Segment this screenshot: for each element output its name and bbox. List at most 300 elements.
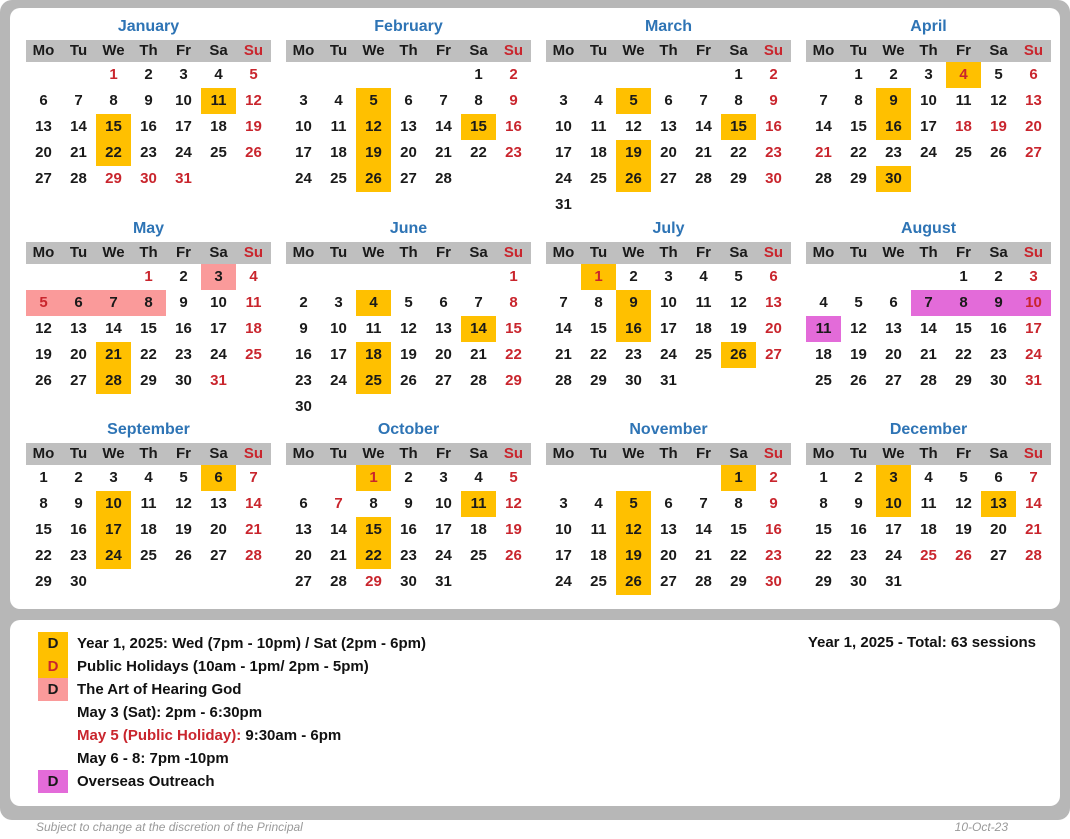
day-cell-empty (61, 62, 96, 88)
day-cell: 18 (955, 118, 972, 135)
weekday-header: Mo (32, 244, 55, 261)
calendar-panel (10, 8, 1060, 609)
weekday-header: We (882, 445, 905, 462)
day-cell: 23 (400, 547, 417, 564)
day-cell: 27 (35, 170, 52, 187)
day-cell: 29 (730, 170, 747, 187)
day-cell: 19 (35, 346, 52, 363)
day-cell: 22 (730, 547, 747, 564)
day-cell: 13 (435, 320, 452, 337)
day-cell: 13 (660, 118, 677, 135)
day-cell: 19 (616, 543, 651, 569)
day-cell: 14 (105, 320, 122, 337)
day-cell-empty (356, 62, 391, 88)
day-cell: 14 (70, 118, 87, 135)
days-grid (806, 264, 1051, 394)
day-cell: 28 (245, 547, 262, 564)
day-cell: 29 (365, 573, 382, 590)
day-cell: 8 (109, 92, 118, 109)
day-cell: 13 (660, 521, 677, 538)
day-cell: 24 (330, 372, 347, 389)
weekday-header: Th (399, 445, 418, 462)
day-cell: 10 (435, 495, 452, 512)
day-cell: 18 (470, 521, 487, 538)
day-cell: 8 (131, 290, 166, 316)
legend-swatch-empty (38, 747, 68, 770)
day-cell: 21 (96, 342, 131, 368)
day-cell: 10 (920, 92, 937, 109)
day-cell: 12 (625, 118, 642, 135)
day-cell: 20 (765, 320, 782, 337)
weekday-header: Su (503, 42, 524, 59)
day-cell: 20 (35, 144, 52, 161)
day-cell: 14 (695, 118, 712, 135)
day-cell: 26 (356, 166, 391, 192)
day-cell: 22 (730, 144, 747, 161)
day-cell: 17 (555, 547, 572, 564)
legend-label: Year 1, 2025: Wed (7pm - 10pm) / Sat (2pm - 6pm) (77, 635, 426, 652)
day-cell: 12 (245, 92, 262, 109)
day-cell: 18 (590, 144, 607, 161)
day-cell-empty (546, 62, 581, 88)
day-cell: 28 (1025, 547, 1042, 564)
day-cell: 17 (885, 521, 902, 538)
day-cell: 19 (505, 521, 522, 538)
day-cell: 25 (330, 170, 347, 187)
legend-swatch-empty (38, 724, 68, 747)
weekday-header: Mo (292, 445, 315, 462)
weekday-header: Su (503, 445, 524, 462)
day-cell: 18 (330, 144, 347, 161)
month-title: May (132, 220, 165, 237)
day-cell: 25 (470, 547, 487, 564)
day-cell: 16 (765, 118, 782, 135)
day-cell: 16 (765, 521, 782, 538)
day-cell: 25 (140, 547, 157, 564)
day-cell: 7 (699, 92, 708, 109)
day-cell: 8 (39, 495, 48, 512)
day-cell-empty (286, 465, 321, 491)
day-cell-empty (391, 62, 426, 88)
day-cell: 23 (505, 144, 522, 161)
day-cell: 2 (404, 469, 413, 486)
day-cell: 1 (474, 66, 483, 83)
days-grid (286, 465, 531, 595)
day-cell: 24 (1025, 346, 1042, 363)
day-cell: 29 (955, 372, 972, 389)
day-cell: 12 (730, 294, 747, 311)
legend-label: Overseas Outreach (77, 773, 215, 790)
day-cell: 5 (616, 88, 651, 114)
weekday-header: Fr (176, 42, 191, 59)
weekday-header: Fr (176, 445, 191, 462)
day-cell: 19 (175, 521, 192, 538)
day-cell: 2 (889, 66, 898, 83)
day-cell: 19 (850, 346, 867, 363)
day-cell: 11 (245, 294, 262, 311)
month-title: December (889, 421, 968, 438)
weekday-header: Th (659, 244, 678, 261)
day-cell: 7 (474, 294, 483, 311)
weekday-header-band (286, 242, 531, 264)
day-cell-empty (581, 62, 616, 88)
days-grid (26, 62, 271, 192)
weekday-header-band (26, 443, 271, 465)
day-cell: 18 (140, 521, 157, 538)
weekday-header-band (806, 443, 1051, 465)
day-cell: 21 (815, 144, 832, 161)
day-cell: 21 (555, 346, 572, 363)
day-cell: 10 (660, 294, 677, 311)
day-cell: 7 (74, 92, 83, 109)
weekday-header: Mo (812, 445, 835, 462)
weekday-header: Fr (956, 244, 971, 261)
weekday-header: We (882, 244, 905, 261)
legend-row-may6-8 (38, 747, 426, 770)
legend-label: May 3 (Sat): 2pm - 6:30pm (77, 704, 263, 721)
day-cell: 31 (175, 170, 192, 187)
day-cell: 11 (461, 491, 496, 517)
day-cell: 8 (734, 92, 743, 109)
month-february (286, 14, 531, 216)
day-cell: 27 (765, 346, 782, 363)
day-cell: 26 (505, 547, 522, 564)
month-title: August (900, 220, 957, 237)
day-cell: 28 (920, 372, 937, 389)
weekday-header: Mo (292, 42, 315, 59)
day-cell: 4 (946, 62, 981, 88)
day-cell: 26 (35, 372, 52, 389)
day-cell: 30 (140, 170, 157, 187)
day-cell: 9 (509, 92, 518, 109)
weekday-header-band (26, 40, 271, 62)
day-cell: 14 (555, 320, 572, 337)
weekday-header: Su (1023, 445, 1044, 462)
day-cell: 24 (435, 547, 452, 564)
day-cell: 14 (245, 495, 262, 512)
weekday-header-band (546, 242, 791, 264)
weekday-header: Fr (176, 244, 191, 261)
weekday-header: Th (399, 42, 418, 59)
day-cell: 17 (210, 320, 227, 337)
day-cell: 16 (295, 346, 312, 363)
day-cell: 24 (210, 346, 227, 363)
day-cell-empty (26, 62, 61, 88)
weekday-header-band (26, 242, 271, 264)
day-cell-empty (546, 465, 581, 491)
day-cell: 6 (201, 465, 236, 491)
month-title: March (644, 18, 693, 35)
day-cell: 19 (955, 521, 972, 538)
day-cell: 8 (854, 92, 863, 109)
weekday-header-band (546, 443, 791, 465)
day-cell: 22 (470, 144, 487, 161)
day-cell: 1 (39, 469, 48, 486)
day-cell: 11 (920, 495, 937, 512)
day-cell: 17 (660, 320, 677, 337)
day-cell-empty (806, 62, 841, 88)
day-cell: 5 (734, 268, 743, 285)
day-cell: 30 (765, 170, 782, 187)
day-cell: 22 (850, 144, 867, 161)
day-cell: 13 (1025, 92, 1042, 109)
day-cell: 24 (920, 144, 937, 161)
day-cell: 14 (330, 521, 347, 538)
day-cell: 4 (819, 294, 828, 311)
day-cell-empty (651, 62, 686, 88)
days-grid (286, 62, 531, 192)
day-cell-empty (286, 264, 321, 290)
day-cell: 1 (734, 66, 743, 83)
weekday-header: Su (763, 42, 784, 59)
day-cell-empty (546, 264, 581, 290)
day-cell: 11 (330, 118, 347, 135)
day-cell: 24 (555, 573, 572, 590)
day-cell: 18 (815, 346, 832, 363)
day-cell: 28 (695, 573, 712, 590)
weekday-header: Th (659, 42, 678, 59)
day-cell-empty (911, 264, 946, 290)
day-cell: 20 (70, 346, 87, 363)
day-cell: 24 (885, 547, 902, 564)
month-january (26, 14, 271, 216)
day-cell: 27 (295, 573, 312, 590)
day-cell: 20 (660, 144, 677, 161)
day-cell: 26 (850, 372, 867, 389)
day-cell-empty (61, 264, 96, 290)
day-cell: 16 (400, 521, 417, 538)
day-cell: 7 (96, 290, 131, 316)
weekday-header: Sa (209, 244, 228, 261)
day-cell: 12 (35, 320, 52, 337)
day-cell: 3 (334, 294, 343, 311)
weekday-header: Sa (209, 445, 228, 462)
day-cell: 15 (721, 114, 756, 140)
legend-panel (10, 620, 1060, 806)
month-july (546, 216, 791, 417)
footer-disclaimer: Subject to change at the discretion of the Principal (36, 820, 303, 834)
day-cell: 10 (175, 92, 192, 109)
day-cell: 28 (555, 372, 572, 389)
day-cell: 29 (590, 372, 607, 389)
weekday-header: Sa (469, 244, 488, 261)
weekday-header: Tu (69, 244, 88, 261)
day-cell: 26 (400, 372, 417, 389)
day-cell: 18 (210, 118, 227, 135)
day-cell: 8 (594, 294, 603, 311)
day-cell-empty (806, 264, 841, 290)
day-cell: 9 (144, 92, 153, 109)
day-cell: 26 (175, 547, 192, 564)
day-cell: 13 (981, 491, 1016, 517)
day-cell: 15 (96, 114, 131, 140)
day-cell: 15 (140, 320, 157, 337)
day-cell: 25 (590, 573, 607, 590)
day-cell: 29 (105, 170, 122, 187)
weekday-header: Tu (329, 244, 348, 261)
day-cell: 22 (815, 547, 832, 564)
days-grid (286, 264, 531, 420)
weekday-header: Mo (812, 42, 835, 59)
legend-label-red-part: May 5 (Public Holiday): (77, 727, 242, 744)
days-grid (546, 264, 791, 394)
day-cell: 4 (334, 92, 343, 109)
day-cell: 1 (356, 465, 391, 491)
day-cell: 11 (365, 320, 382, 337)
day-cell: 1 (959, 268, 968, 285)
legend-swatch-pink: D (38, 678, 68, 701)
day-cell: 7 (1029, 469, 1038, 486)
day-cell: 6 (39, 92, 48, 109)
day-cell: 12 (505, 495, 522, 512)
day-cell: 20 (435, 346, 452, 363)
day-cell: 16 (140, 118, 157, 135)
day-cell: 8 (509, 294, 518, 311)
day-cell: 3 (439, 469, 448, 486)
day-cell: 11 (140, 495, 157, 512)
day-cell: 7 (699, 495, 708, 512)
legend-swatch-yellow: D (38, 632, 68, 655)
day-cell: 13 (765, 294, 782, 311)
day-cell: 28 (96, 368, 131, 394)
day-cell: 13 (885, 320, 902, 337)
day-cell: 5 (404, 294, 413, 311)
day-cell: 2 (769, 66, 778, 83)
day-cell: 27 (660, 170, 677, 187)
day-cell: 29 (815, 573, 832, 590)
month-september (26, 417, 271, 595)
day-cell: 30 (400, 573, 417, 590)
day-cell: 30 (295, 398, 312, 415)
weekday-header: Fr (696, 42, 711, 59)
month-october (286, 417, 531, 595)
day-cell: 16 (990, 320, 1007, 337)
weekday-header: Th (659, 445, 678, 462)
day-cell: 16 (850, 521, 867, 538)
weekday-header: Fr (956, 42, 971, 59)
day-cell: 25 (920, 547, 937, 564)
day-cell: 15 (850, 118, 867, 135)
days-grid (546, 465, 791, 595)
month-title: January (117, 18, 180, 35)
weekday-header: Tu (69, 42, 88, 59)
day-cell: 19 (730, 320, 747, 337)
day-cell: 6 (61, 290, 96, 316)
day-cell: 9 (299, 320, 308, 337)
weekday-header: Su (1023, 244, 1044, 261)
day-cell: 7 (439, 92, 448, 109)
day-cell: 23 (765, 547, 782, 564)
day-cell: 18 (695, 320, 712, 337)
day-cell: 12 (850, 320, 867, 337)
legend-row-may5 (38, 724, 426, 747)
day-cell: 31 (885, 573, 902, 590)
day-cell-empty (286, 62, 321, 88)
day-cell: 28 (470, 372, 487, 389)
day-cell: 31 (1025, 372, 1042, 389)
day-cell: 31 (210, 372, 227, 389)
day-cell: 12 (400, 320, 417, 337)
day-cell: 12 (175, 495, 192, 512)
legend-label (77, 724, 341, 747)
day-cell: 13 (400, 118, 417, 135)
weekday-header-band (806, 242, 1051, 264)
day-cell: 4 (699, 268, 708, 285)
month-title: October (377, 421, 440, 438)
day-cell-empty (841, 264, 876, 290)
day-cell: 9 (404, 495, 413, 512)
day-cell-empty (616, 62, 651, 88)
legend-label: May 6 - 8: 7pm -10pm (77, 750, 229, 767)
weekday-header: Fr (696, 244, 711, 261)
day-cell-empty (356, 264, 391, 290)
weekday-header: Mo (292, 244, 315, 261)
day-cell: 26 (616, 166, 651, 192)
weekday-header: Th (919, 244, 938, 261)
day-cell: 18 (245, 320, 262, 337)
day-cell: 10 (1016, 290, 1051, 316)
weekday-header: Th (919, 445, 938, 462)
day-cell: 13 (35, 118, 52, 135)
day-cell: 21 (435, 144, 452, 161)
day-cell: 3 (664, 268, 673, 285)
day-cell: 10 (555, 521, 572, 538)
weekday-header: Mo (32, 42, 55, 59)
day-cell-empty (581, 465, 616, 491)
day-cell: 11 (590, 521, 607, 538)
weekday-header: Su (763, 445, 784, 462)
day-cell: 14 (461, 316, 496, 342)
day-cell: 9 (769, 92, 778, 109)
weekday-header: Mo (812, 244, 835, 261)
total-sessions-label: Year 1, 2025 - Total: 63 sessions (807, 634, 1036, 651)
day-cell: 4 (356, 290, 391, 316)
day-cell: 16 (876, 114, 911, 140)
day-cell: 22 (356, 543, 391, 569)
day-cell: 20 (660, 547, 677, 564)
day-cell: 27 (885, 372, 902, 389)
day-cell: 1 (581, 264, 616, 290)
day-cell: 18 (920, 521, 937, 538)
day-cell: 5 (179, 469, 188, 486)
day-cell: 30 (175, 372, 192, 389)
month-december (806, 417, 1051, 595)
day-cell: 14 (695, 521, 712, 538)
weekday-header: We (362, 445, 385, 462)
days-grid (806, 465, 1051, 595)
day-cell: 24 (660, 346, 677, 363)
day-cell: 4 (214, 66, 223, 83)
day-cell: 7 (559, 294, 568, 311)
weekday-header-band (546, 40, 791, 62)
weekday-header: We (362, 42, 385, 59)
day-cell: 13 (70, 320, 87, 337)
day-cell: 17 (435, 521, 452, 538)
day-cell: 3 (201, 264, 236, 290)
day-cell: 20 (990, 521, 1007, 538)
weekday-header: Tu (849, 445, 868, 462)
day-cell: 4 (924, 469, 933, 486)
day-cell: 16 (175, 320, 192, 337)
day-cell: 27 (435, 372, 452, 389)
day-cell: 12 (955, 495, 972, 512)
legend-swatch-yellow-red-d: D (38, 655, 68, 678)
weekday-header: Su (1023, 42, 1044, 59)
day-cell-empty (686, 465, 721, 491)
day-cell: 23 (140, 144, 157, 161)
day-cell: 9 (854, 495, 863, 512)
weekday-header: Su (243, 42, 264, 59)
